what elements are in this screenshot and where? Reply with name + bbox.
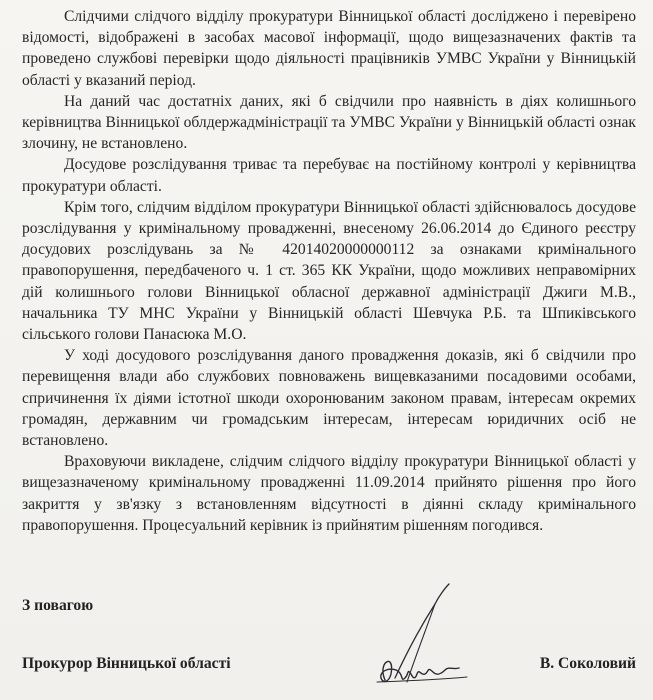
- paragraph-1: Слідчими слідчого відділу прокуратури Вінницької області досліджено і перевірено відомості, відображені в засобах масової інформації, щодо вищезазначених фактів та проведено службові перевірки щодо діяльності працівників УМВС України у Вінницькій області у вказаний період.: [22, 8, 636, 89]
- signatory-title: Прокурор Вінницької області: [22, 655, 231, 672]
- paragraph-5: У ході досудового розслідування даного провадження доказів, які б свідчили про перевищення влади або службових повноважень вищевказаними посадовими особами, спричинення їх діями істотної шкоди охоронюваним законом правам, інтересам окремих громадян, державним чи громадським інтересам, інтересам юридичних осіб не встановлено.: [22, 347, 636, 450]
- paragraph-2: На даний час достатніх даних, які б свідчили про наявність в діях колишнього керівництва Вінницької облдержадміністрації та УМВС України у Вінницькій області ознак злочину, не встановлено.: [22, 92, 636, 153]
- paragraph-3: Досудове розслідування триває та перебуває на постійному контролі у керівництва прокуратури області.: [22, 156, 636, 195]
- signature-block: [22, 655, 636, 679]
- paragraph-6: Враховуючи викладене, слідчим слідчого відділу прокуратури Вінницької області у вищезазначеному кримінальному провадженні 11.09.2014 прийнято рішення про його закриття у зв'язку з встановленням відсутності в діянні складу кримінального правопорушення. Процесуальний керівник із прийнятим рішенням погодився.: [22, 453, 636, 534]
- paragraph-4: Крім того, слідчим відділом прокуратури Вінницької області здійснювалось досудове розслідування у кримінальному провадженні, внесеному 26.06.2014 до Єдиного реєстру досудових розслідувань за № 42014020000000112 за ознаками кримінального правопорушення, передбаченого ч. 1 ст. 365 КК України, щодо можливих неправомірних дій колишнього голови Вінницької обласної державної адміністрації Джиги М.В., начальника ТУ МНС України у Вінницькій області Шевчука Р.Б. та Шпиківського сільського голови Панасюка М.О.: [22, 198, 636, 344]
- letter-body: [22, 6, 636, 536]
- signatory-name: В. Соколовий: [539, 655, 636, 672]
- closing-salutation: З повагою: [22, 597, 94, 614]
